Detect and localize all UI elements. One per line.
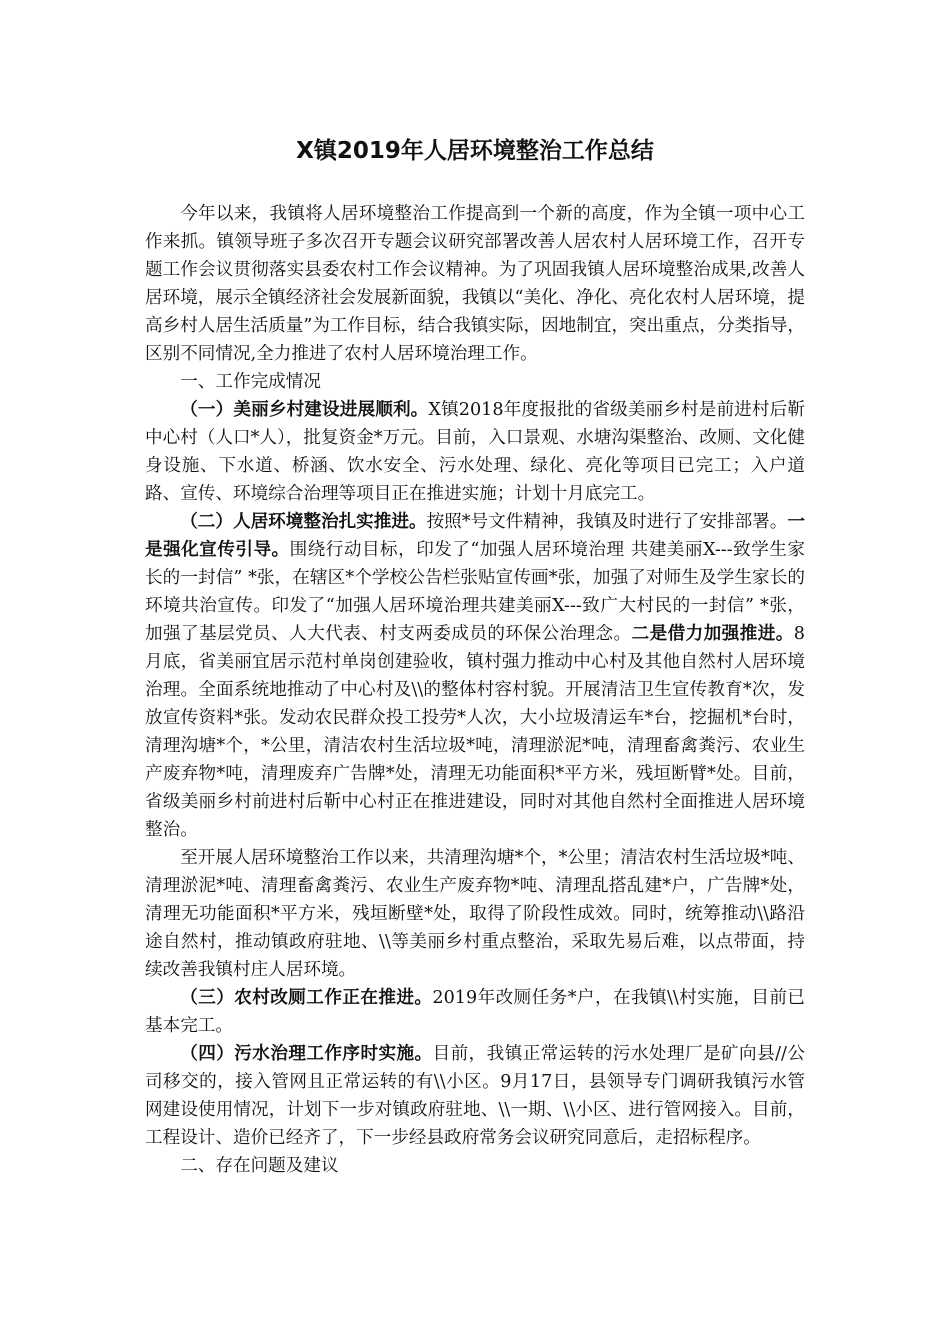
document-title: X镇2019年人居环境整治工作总结 xyxy=(296,138,654,164)
item-3-heading: （三）农村改厕工作正在推进。 xyxy=(180,987,433,1008)
item-1-paragraph xyxy=(145,396,805,508)
item-4-text: 目前，我镇正常运转的污水处理厂是矿向县//公司移交的，接入管网且正常运转的有\\小区。9月17日，县领导专门调研我镇污水管网建设使用情况，计划下一步对镇政府驻地、\\一期、\\小区、进行管网接入。目前，工程设计、造价已经齐了，下一步经县政府常务会议研究同意后，走招标程序。 xyxy=(145,1044,805,1148)
section-heading-1: 一、工作完成情况 xyxy=(180,372,321,392)
item-2-paragraph xyxy=(145,508,805,844)
item-2-sub-1-heading: 一是强化宣传引导。 xyxy=(145,511,805,560)
item-1-text: X镇2018年度报批的省级美丽乡村是前进村后靳中心村（人口*人），批复资金*万元。目前，入口景观、水塘沟渠整治、改厕、文化健身设施、下水道、桥涵、饮水安全、污水处理、绿化、亮化等项目已完工；入户道路、宣传、环境综合治理等项目正在推进实施；计划十月底完工。 xyxy=(145,400,805,504)
item-2-text-1: 按照*号文件精神，我镇及时进行了安排部署。 xyxy=(426,512,788,532)
item-2-sub-2-heading: 二是借力加强推进。 xyxy=(631,623,794,644)
item-2-text-2: 围绕行动目标，印发了“加强人居环境治理 共建美丽X---致学生家长的一封信” *张，在辖区*个学校公告栏张贴宣传画*张，加强了对师生及学生家长的环境共治宣传。印发了“加强人居环境治理共建美丽X---致广大村民的一封信” *张，加强了基层党员、人大代表、村支两委成员的环保公治理念。 xyxy=(145,540,805,644)
item-4-paragraph xyxy=(145,1040,805,1152)
document-body xyxy=(145,200,805,1180)
intro-paragraph: 今年以来，我镇将人居环境整治工作提高到一个新的高度，作为全镇一项中心工作来抓。镇领导班子多次召开专题会议研究部署改善人居农村人居环境工作，召开专题工作会议贯彻落实县委农村工作会议精神。为了巩固我镇人居环境整治成果,改善人居环境，展示全镇经济社会发展新面貌，我镇以“美化、净化、亮化农村人居环境，提高乡村人居生活质量”为工作目标，结合我镇实际，因地制宜，突出重点，分类指导，区别不同情况,全力推进了农村人居环境治理工作。 xyxy=(145,204,805,364)
section-heading-2: 二、存在问题及建议 xyxy=(180,1156,339,1176)
item-3-paragraph xyxy=(145,984,805,1040)
item-4-heading: （四）污水治理工作序时实施。 xyxy=(180,1043,433,1064)
summary-paragraph: 至开展人居环境整治工作以来，共清理沟塘*个，*公里；清洁农村生活垃圾*吨、清理淤泥*吨、清理畜禽粪污、农业生产废弃物*吨、清理乱搭乱建*户，广告牌*处，清理无功能面积*平方米，残垣断壁*处，取得了阶段性成效。同时，统筹推动\\路沿途自然村，推动镇政府驻地、\\等美丽乡村重点整治，采取先易后难，以点带面，持续改善我镇村庄人居环境。 xyxy=(145,848,805,980)
item-2-text-3: 8月底，省美丽宜居示范村单岗创建验收，镇村强力推动中心村及其他自然村人居环境治理。全面系统地推动了中心村及\\的整体村容村貌。开展清洁卫生宣传教育*次，发放宣传资料*张。发动农民群众投工投劳*人次，大小垃圾清运车*台，挖掘机*台时，清理沟塘*个，*公里，清洁农村生活垃圾*吨，清理淤泥*吨，清理畜禽粪污、农业生产废弃物*吨，清理废弃广告牌*处，清理无功能面积*平方米，残垣断臂*处。目前，省级美丽乡村前进村后靳中心村正在推进建设，同时对其他自然村全面推进人居环境整治。 xyxy=(145,624,805,840)
item-2-heading: （二）人居环境整治扎实推进。 xyxy=(180,511,427,532)
item-1-heading: （一）美丽乡村建设进展顺利。 xyxy=(180,399,429,420)
item-3-text: 2019年改厕任务*户，在我镇\\村实施，目前已基本完工。 xyxy=(145,988,805,1036)
